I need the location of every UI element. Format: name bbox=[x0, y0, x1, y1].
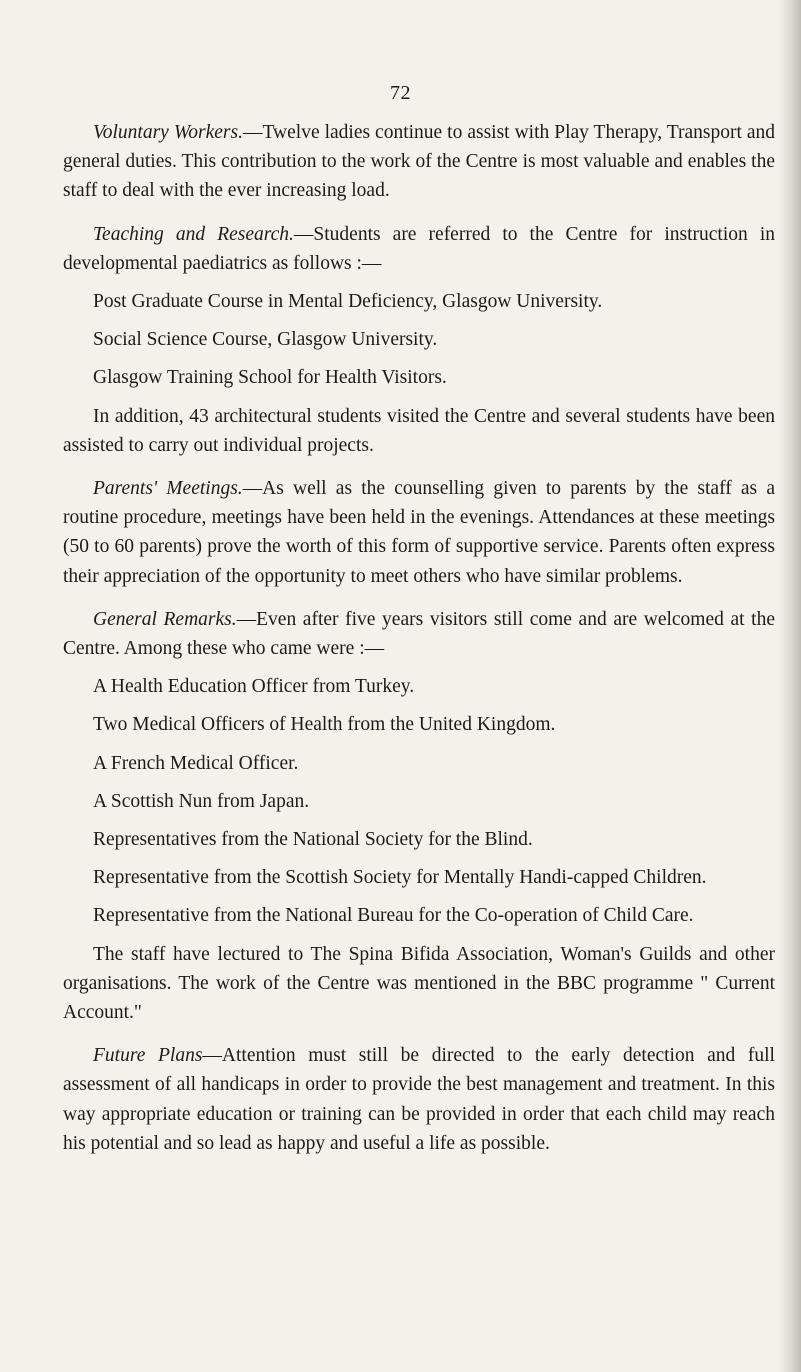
list-item: Glasgow Training School for Health Visitors. bbox=[93, 367, 447, 389]
voluntary-workers-paragraph bbox=[63, 118, 775, 206]
architectural-students-paragraph: In addition, 43 architectural students visited the Centre and several students have been assisted to carry out individual projects. bbox=[63, 405, 775, 456]
list-item: A Scottish Nun from Japan. bbox=[93, 790, 310, 812]
list-item: Two Medical Officers of Health from the United Kingdom. bbox=[93, 714, 556, 736]
future-plans-paragraph bbox=[63, 1041, 775, 1158]
teaching-research-text: —Students are referred to the Centre for instruction in developmental paediatrics as follows :— bbox=[63, 223, 775, 274]
future-plans-heading: Future Plans bbox=[93, 1045, 203, 1067]
list-item: A Health Education Officer from Turkey. bbox=[93, 676, 415, 698]
list-item: Post Graduate Course in Mental Deficiency, Glasgow University. bbox=[93, 291, 603, 313]
teaching-research-paragraph bbox=[63, 220, 775, 278]
general-remarks-text: —Even after five years visitors still come and are welcomed at the Centre. Among these who came were :— bbox=[63, 608, 775, 660]
parents-meetings-paragraph bbox=[63, 474, 775, 591]
list-item: Representative from the Scottish Society for Mentally Handi-capped Children. bbox=[93, 867, 707, 889]
lectures-paragraph: The staff have lectured to The Spina Bifida Association, Woman's Guilds and other organisations. The work of the Centre was mentioned in the BBC programme " Current Account." bbox=[63, 943, 775, 1024]
teaching-research-heading: Teaching and Research. bbox=[93, 223, 294, 245]
list-item: Representatives from the National Society for the Blind. bbox=[93, 829, 533, 851]
course-list bbox=[63, 287, 775, 393]
page-edge-shadow bbox=[779, 0, 801, 1372]
list-item: A French Medical Officer. bbox=[93, 752, 299, 774]
voluntary-workers-heading: Voluntary Workers. bbox=[93, 122, 243, 143]
parents-meetings-text: —As well as the counselling given to parents by the staff as a routine procedure, meetings have been held in the evenings. Attendances at these meetings (50 to 60 parents) prove the worth of this form of supportive service. Parents often express their appreciation of the opportunity to meet others who have similar problems. bbox=[63, 478, 775, 587]
general-remarks-paragraph bbox=[63, 605, 775, 663]
parents-meetings-heading: Parents' Meetings. bbox=[93, 478, 243, 500]
voluntary-workers-text: —Twelve ladies continue to assist with Play Therapy, Transport and general duties. This contribution to the work of the Centre is most valuable and enables the staff to deal with the ever increasing load. bbox=[63, 122, 776, 202]
visitor-list bbox=[63, 672, 775, 930]
page-content bbox=[63, 118, 775, 1158]
page-number: 72 bbox=[390, 82, 411, 104]
list-item: Representative from the National Bureau for the Co-operation of Child Care. bbox=[93, 905, 694, 927]
future-plans-text: —Attention must still be directed to the early detection and full assessment of all handicaps in order to provide the best management and treatment. In this way appropriate education or training can be provided in order that each child may reach his potential and so lead as happy and useful a life as possible. bbox=[63, 1045, 775, 1154]
list-item: Social Science Course, Glasgow University. bbox=[93, 329, 438, 351]
general-remarks-heading: General Remarks. bbox=[93, 608, 237, 630]
